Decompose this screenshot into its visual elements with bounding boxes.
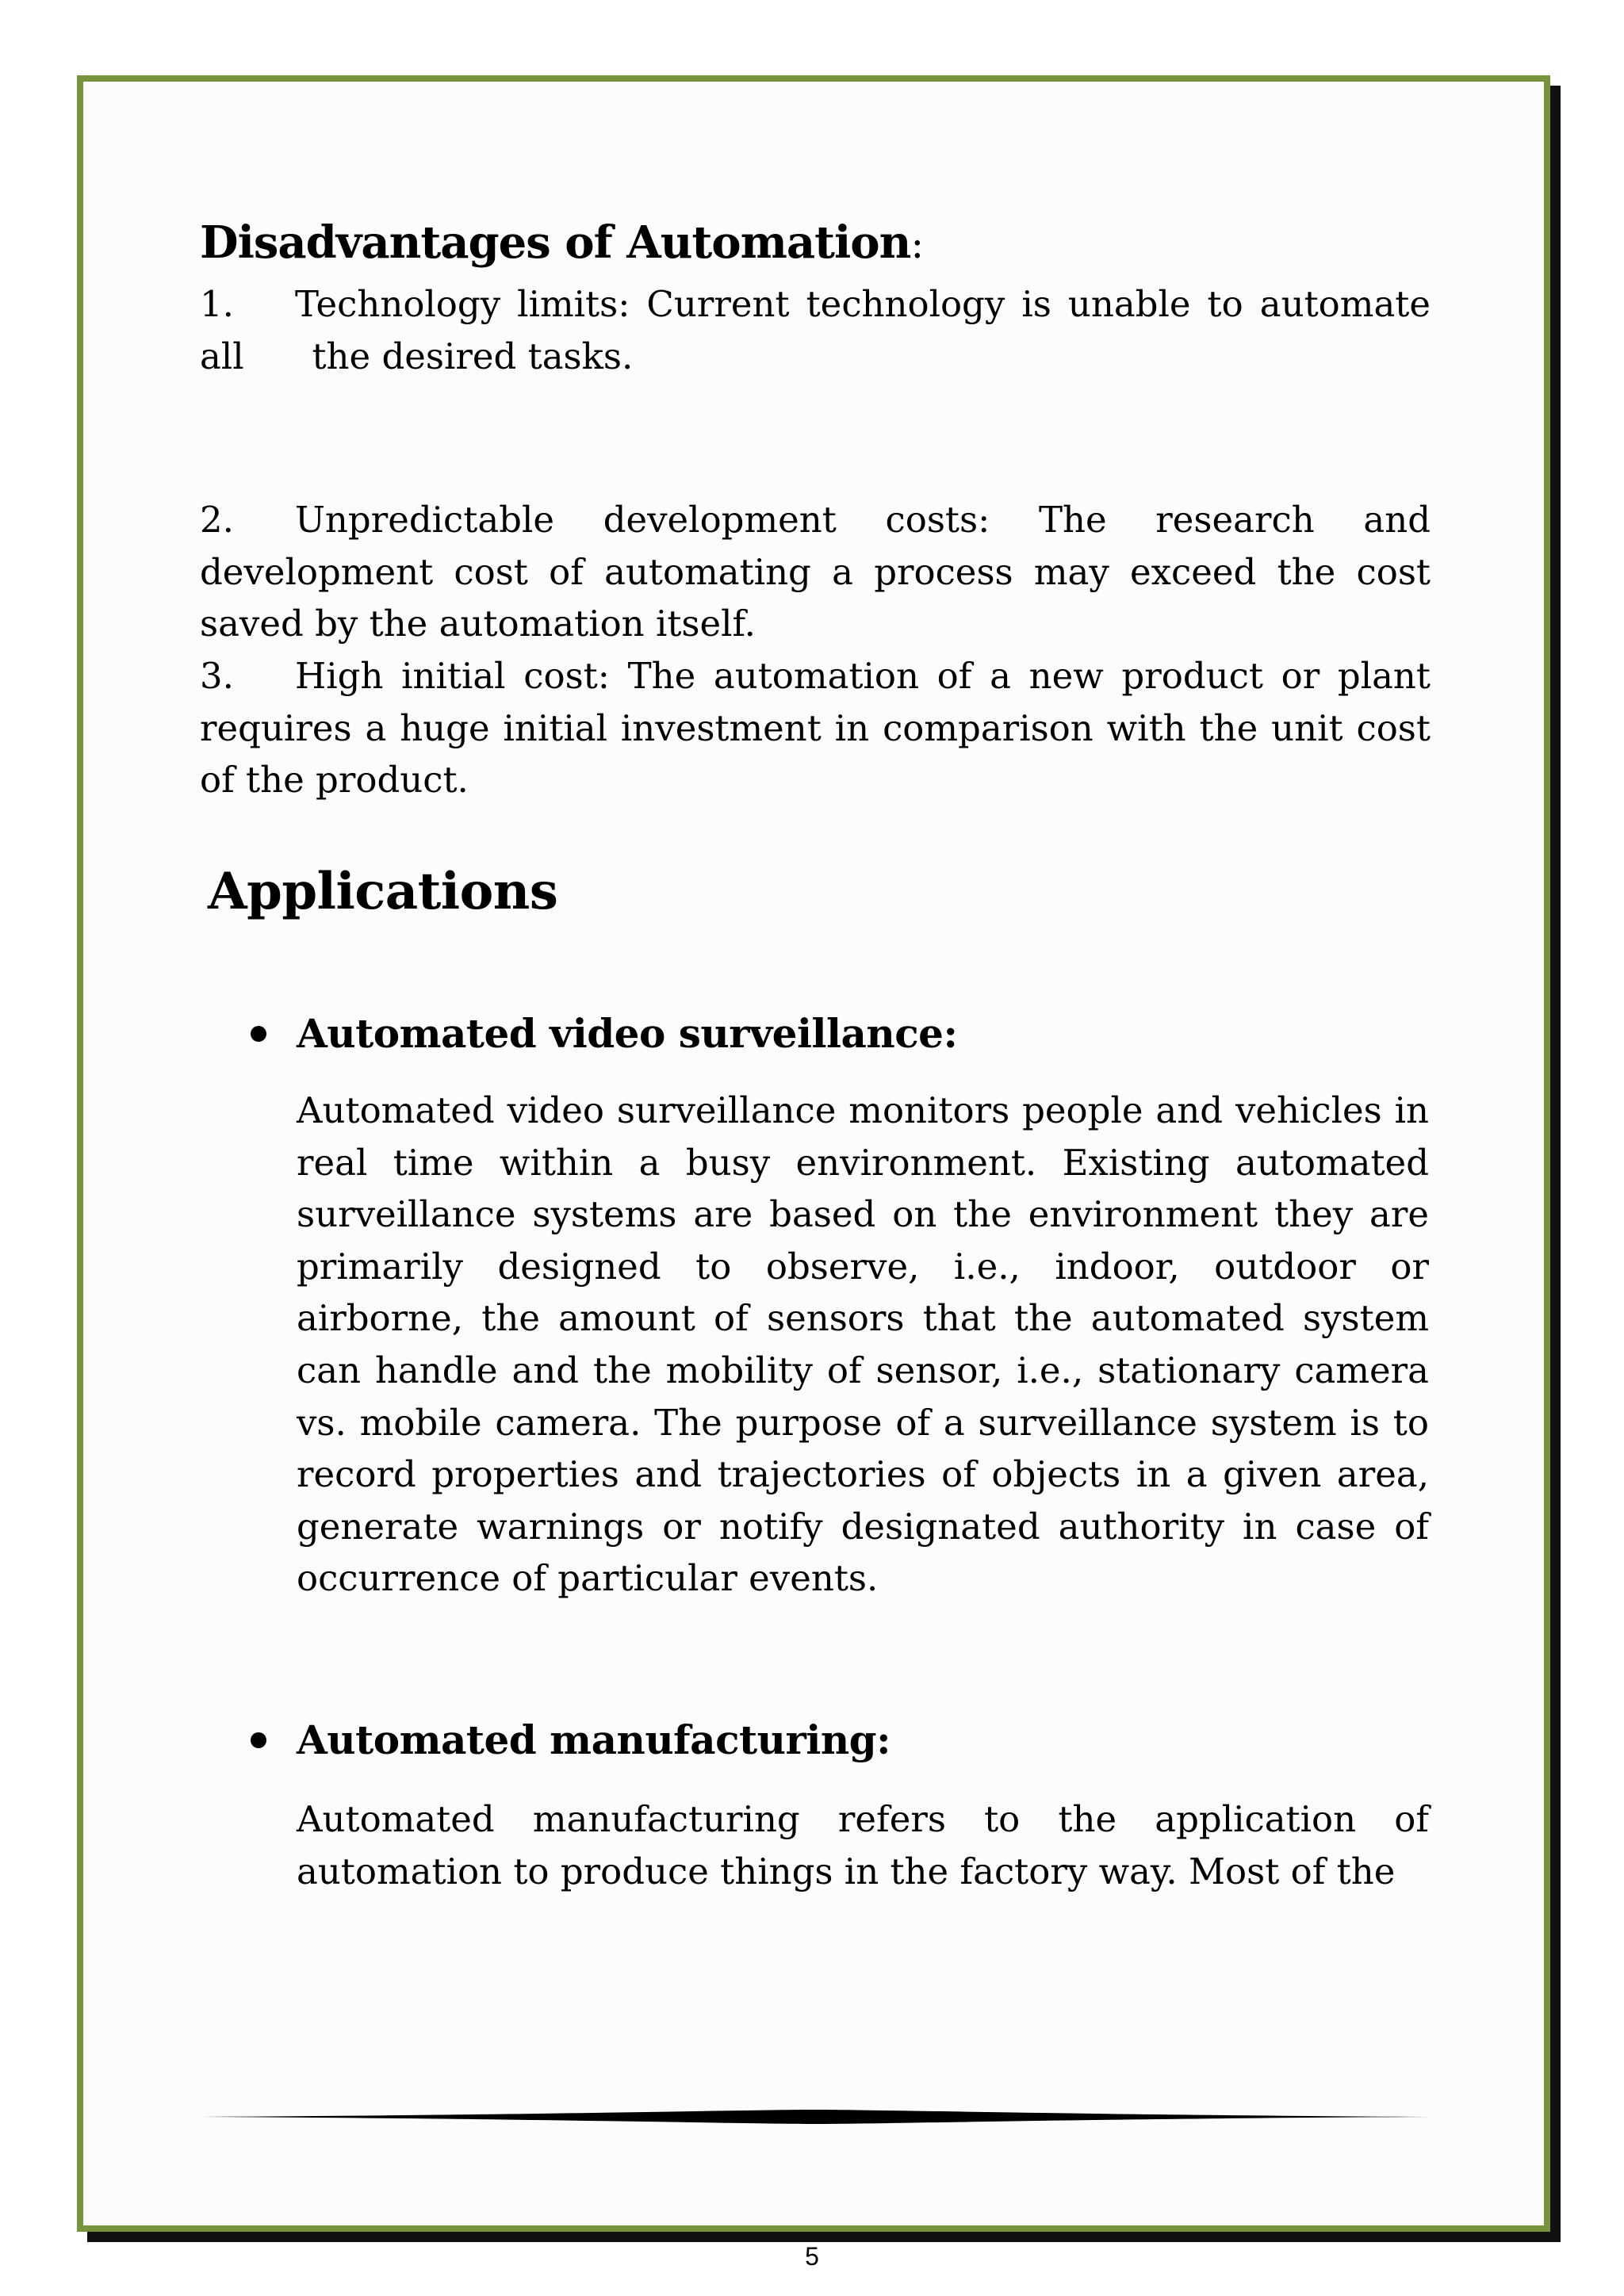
page-number: 5 [805, 2242, 819, 2271]
item-continuation: requires a huge initial investment in comparison with the unit cost of the product. [200, 706, 1431, 801]
item-number: 2. [200, 499, 234, 541]
item-continuation: all the desired tasks. [200, 335, 634, 377]
item-first-line: Technology limits: Current technology is unable to automate [295, 283, 1431, 325]
disadvantages-title-colon: : [910, 221, 924, 267]
item-number: 1. [200, 283, 234, 325]
disadvantage-item-1 [200, 278, 1431, 382]
section-text-manufacturing: Automated manufacturing refers to the application of automation to produce things in the factory way. Most of the [297, 1798, 1429, 1892]
footer-divider [198, 2105, 1431, 2129]
bullet-icon [251, 1026, 266, 1042]
disadvantages-title: Disadvantages of Automation [200, 216, 911, 269]
item-first-line: Unpredictable development costs: The research and [295, 499, 1431, 541]
applications-heading: Applications [208, 862, 558, 921]
disadvantage-item-3 [200, 650, 1431, 806]
disadvantage-item-2 [200, 494, 1431, 650]
disadvantages-heading [200, 214, 1431, 273]
item-number: 3. [200, 655, 234, 697]
item-first-line: High initial cost: The automation of a new product or plant [295, 655, 1431, 697]
section-heading-surveillance: Automated video surveillance: [297, 1010, 958, 1057]
section-text-surveillance: Automated video surveillance monitors people and vehicles in real time within a busy environment. Existing automated surveillance systems are based on the environment they are primarily designed to observe, i.e., indoor, outdoor or airborne, the amount of sensors that the automated system can handle and the mobility of sensor, i.e., stationary camera vs. mobile camera. The purpose of a surveillance system is to record properties and trajectories of objects in a given area, generate warnings or notify designated authority in case of occurrence of particular events. [297, 1089, 1429, 1600]
item-continuation: development cost of automating a process may exceed the cost saved by the automation itself. [200, 550, 1431, 645]
bullet-icon [251, 1732, 266, 1748]
section-heading-manufacturing: Automated manufacturing: [297, 1716, 891, 1763]
